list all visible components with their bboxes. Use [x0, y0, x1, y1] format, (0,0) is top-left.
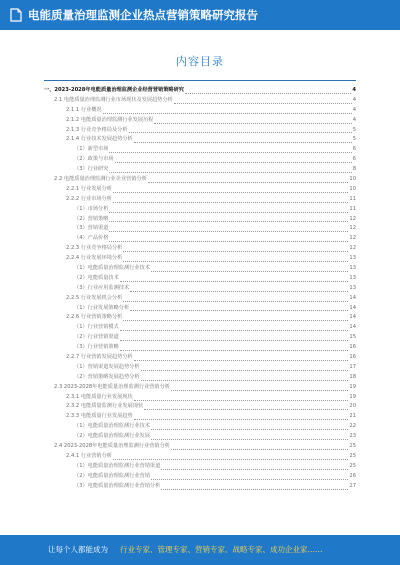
footer-bar: [0, 535, 400, 565]
toc-entry[interactable]: [44, 323, 356, 333]
report-header-bar: [0, 0, 400, 30]
toc-page-number: 13: [349, 265, 356, 272]
toc-page-number: 6: [352, 156, 356, 163]
toc-dot-leader: [103, 110, 352, 114]
toc-entry[interactable]: [44, 313, 356, 323]
toc-page-number: 12: [349, 225, 356, 232]
toc-page-number: 10: [349, 185, 356, 192]
toc-entry-text: 2.3.3 电能质量行业发展趋势: [66, 413, 133, 420]
toc-dot-leader: [141, 367, 349, 371]
toc-entry-text: 2.1.2 电能质量治理监测行业发展历程: [66, 116, 154, 123]
toc-entry[interactable]: [44, 294, 356, 304]
toc-entry[interactable]: [44, 462, 356, 472]
toc-entry[interactable]: [44, 155, 356, 165]
toc-page-number: 8: [352, 166, 356, 173]
toc-entry[interactable]: [44, 274, 356, 284]
toc-dot-leader: [151, 426, 348, 430]
toc-dot-leader: [161, 486, 348, 490]
toc-page-number: 25: [349, 462, 356, 469]
toc-entry-text: （3）营销渠道: [74, 225, 109, 232]
toc-dot-leader: [130, 288, 348, 292]
toc-dot-leader: [109, 209, 348, 213]
toc-entry[interactable]: [44, 145, 356, 155]
toc-dot-leader: [185, 90, 351, 94]
toc-dot-leader: [109, 169, 351, 173]
toc-dot-leader: [123, 317, 348, 321]
toc-dot-leader: [134, 139, 352, 143]
toc-entry-text: 2.2.5 行业发展机会分析: [66, 294, 123, 301]
toc-entry-text: 2.4.1 行业营销分析: [66, 452, 112, 459]
toc-page-number: 16: [349, 354, 356, 361]
toc-page-number: 5: [352, 136, 356, 143]
toc-page-number: 26: [349, 472, 356, 479]
toc-entry-text: 2.2.4 行业发展环境分析: [66, 255, 123, 262]
toc-entry-text: 2.2.3 行业竞争格局分析: [66, 245, 123, 252]
toc-entry-text: （3）行业营销策略: [74, 344, 119, 351]
toc-entry-text: 一、2023-2028年电能质量治理监测企业经营营销策略研究: [44, 86, 184, 93]
toc-page-number: 22: [349, 423, 356, 430]
toc-entry-text: （2）政策与市场: [74, 156, 114, 163]
toc-dot-leader: [161, 466, 348, 470]
toc-dot-leader: [171, 446, 348, 450]
toc-page-number: 4: [352, 86, 356, 93]
toc-entry-text: 2.3.2 电能质量监测行业发展现状: [66, 403, 144, 410]
toc-entry[interactable]: [44, 215, 356, 225]
footer-slogan-left: 让每个人都能成为: [48, 545, 108, 554]
toc-entry-text: （4）产品价格: [74, 235, 109, 242]
toc-dot-leader: [174, 100, 352, 104]
toc-page-number: 10: [349, 176, 356, 182]
toc-heading: 内容目录: [176, 55, 224, 68]
toc-entry[interactable]: [44, 86, 356, 96]
toc-entry[interactable]: [44, 195, 356, 205]
toc-page-number: 4: [352, 116, 356, 123]
toc-entry-text: 2.2.2 行业市场分析: [66, 195, 112, 202]
toc-dot-leader: [120, 337, 349, 341]
toc-entry[interactable]: [44, 472, 356, 482]
toc-entry[interactable]: [44, 403, 356, 413]
toc-entry-text: （3）行业研究: [74, 166, 109, 173]
toc-entry[interactable]: [44, 343, 356, 353]
toc-entry-text: 2.3.1 电能质量行业发展现状: [66, 393, 133, 400]
toc-entry-text: （1）新型市场: [74, 146, 109, 153]
toc-entry[interactable]: [44, 244, 356, 254]
toc-page-number: 5: [352, 126, 356, 133]
toc-entry[interactable]: [44, 383, 356, 393]
toc-entry[interactable]: [44, 165, 356, 175]
toc-page-number: 19: [349, 393, 356, 400]
toc-entry-text: （1）行业发展策略分析: [74, 304, 130, 311]
toc-page-number: 14: [349, 304, 356, 311]
toc-entry[interactable]: [44, 224, 356, 234]
toc-entry[interactable]: [44, 96, 356, 106]
toc-entry[interactable]: [44, 432, 356, 442]
toc-entry[interactable]: [44, 333, 356, 343]
toc-dot-leader: [120, 327, 349, 331]
toc-page-number: 21: [349, 413, 356, 420]
toc-entry-text: （2）电能质量技术: [74, 274, 119, 281]
toc-entry-text: 2.3 2023-2028年电能质量治理监测行业营销分析: [54, 383, 170, 390]
toc-entry-text: 2.2 电能质量治理监测行业企业营销分析: [54, 176, 147, 182]
toc-entry-text: （3）电能质量治理监测行业营销分析: [74, 482, 161, 489]
toc-entry[interactable]: [44, 175, 356, 185]
toc-page-number: 6: [352, 146, 356, 153]
toc-dot-leader: [113, 199, 348, 203]
document-icon: [10, 8, 22, 22]
toc-entry-text: （2）行业营销渠道: [74, 334, 119, 341]
toc-dot-leader: [115, 159, 352, 163]
table-of-contents: [44, 86, 356, 492]
toc-entry[interactable]: [44, 373, 356, 383]
toc-entry-text: （1）市场分析: [74, 205, 109, 212]
toc-page-number: 14: [349, 314, 356, 321]
toc-entry-text: 2.2.7 行业营销发展趋势分析: [66, 354, 133, 361]
toc-page-number: 27: [349, 482, 356, 489]
footer-slogan-right: 行业专家、管理专家、营销专家、战略专家、成功企业家……: [120, 545, 323, 554]
toc-entry-text: （1）行业营销模式: [74, 324, 119, 331]
toc-entry[interactable]: [44, 254, 356, 264]
toc-page-number: 12: [349, 245, 356, 252]
toc-page-number: 11: [349, 195, 356, 202]
toc-entry[interactable]: [44, 234, 356, 244]
toc-dot-leader: [109, 218, 348, 222]
toc-page-number: 13: [349, 255, 356, 262]
toc-page-number: 13: [349, 274, 356, 281]
toc-dot-leader: [130, 307, 348, 311]
toc-page-number: 16: [349, 344, 356, 351]
toc-dot-leader: [134, 416, 349, 420]
toc-page-number: 25: [349, 443, 356, 450]
toc-dot-leader: [171, 387, 348, 391]
toc-dot-leader: [123, 298, 348, 302]
toc-page-number: 20: [349, 403, 356, 410]
toc-entry-text: （2）电能质量治理监测行业发展: [74, 433, 150, 440]
toc-dot-leader: [123, 258, 348, 262]
toc-entry[interactable]: [44, 353, 356, 363]
toc-dot-leader: [151, 268, 348, 272]
report-title: 电能质量治理监测企业热点营销策略研究报告: [28, 8, 258, 22]
toc-entry-text: 2.2.1 行业发展分析: [66, 185, 112, 192]
toc-page-number: 19: [349, 383, 356, 390]
toc-entry-text: 2.4 2023-2028年电能质量治理监测行业营销分析: [54, 443, 170, 450]
toc-entry-text: （2）营销策略发展趋势分析: [74, 373, 140, 380]
toc-page-number: 14: [349, 294, 356, 301]
toc-page-number: 25: [349, 452, 356, 459]
toc-dot-leader: [154, 120, 351, 124]
toc-entry[interactable]: [44, 185, 356, 195]
toc-dot-leader: [141, 377, 349, 381]
toc-dot-leader: [151, 476, 348, 480]
toc-entry[interactable]: [44, 106, 356, 116]
toc-dot-leader: [109, 149, 351, 153]
toc-dot-leader: [148, 179, 348, 183]
toc-entry[interactable]: [44, 452, 356, 462]
toc-entry-text: （2）电能质量治理监测行业营销: [74, 472, 150, 479]
toc-dot-leader: [109, 238, 348, 242]
toc-dot-leader: [151, 436, 348, 440]
toc-entry[interactable]: [44, 304, 356, 314]
toc-entry[interactable]: [44, 363, 356, 373]
toc-dot-leader: [113, 456, 348, 460]
toc-entry-text: （3）行业应用监测技术: [74, 284, 130, 291]
toc-page-number: 12: [349, 235, 356, 242]
toc-entry[interactable]: [44, 442, 356, 452]
toc-page-number: 18: [349, 373, 356, 380]
toc-entry[interactable]: [44, 393, 356, 403]
toc-entry[interactable]: [44, 482, 356, 492]
toc-entry-text: 2.2.6 行业营销策略分析: [66, 314, 123, 321]
toc-page-number: 14: [349, 324, 356, 331]
toc-entry-text: （1）电能质量治理监测行业技术: [74, 265, 150, 272]
toc-page-number: 17: [349, 363, 356, 370]
toc-dot-leader: [134, 357, 349, 361]
toc-entry[interactable]: [44, 135, 356, 145]
toc-entry[interactable]: [44, 205, 356, 215]
toc-page-number: 23: [349, 433, 356, 440]
toc-entry-text: （2）营销策略: [74, 215, 109, 222]
toc-divider: [44, 80, 356, 81]
toc-dot-leader: [123, 248, 348, 252]
toc-page-number: 12: [349, 215, 356, 222]
toc-entry-text: （1）电能质量治理监测行业营销渠道: [74, 462, 161, 469]
toc-page-number: 11: [349, 205, 356, 212]
toc-dot-leader: [134, 397, 349, 401]
toc-page-number: 15: [349, 334, 356, 341]
toc-entry-text: 2.1.4 行业技术发展趋势分析: [66, 136, 133, 143]
toc-dot-leader: [113, 189, 348, 193]
toc-dot-leader: [109, 228, 348, 232]
toc-page-number: 13: [349, 284, 356, 291]
toc-dot-leader: [120, 347, 349, 351]
toc-page-number: 4: [352, 96, 356, 103]
toc-dot-leader: [120, 278, 349, 282]
toc-entry-text: 2.1.1 行业概况: [66, 106, 102, 113]
toc-entry[interactable]: [44, 284, 356, 294]
toc-dot-leader: [144, 406, 348, 410]
toc-entry[interactable]: [44, 264, 356, 274]
toc-entry[interactable]: [44, 126, 356, 136]
toc-entry-text: 2.1 电能质量治理监测行业市场现状及发展趋势分析: [54, 96, 173, 103]
toc-entry-text: 2.1.3 行业竞争格局及分析: [66, 126, 128, 133]
toc-entry[interactable]: [44, 422, 356, 432]
toc-entry[interactable]: [44, 116, 356, 126]
toc-entry[interactable]: [44, 412, 356, 422]
toc-dot-leader: [129, 129, 352, 133]
toc-page-number: 4: [352, 106, 356, 113]
toc-entry-text: （1）电能质量治理监测行业技术: [74, 423, 150, 430]
toc-entry-text: （1）营销渠道发展趋势分析: [74, 363, 140, 370]
